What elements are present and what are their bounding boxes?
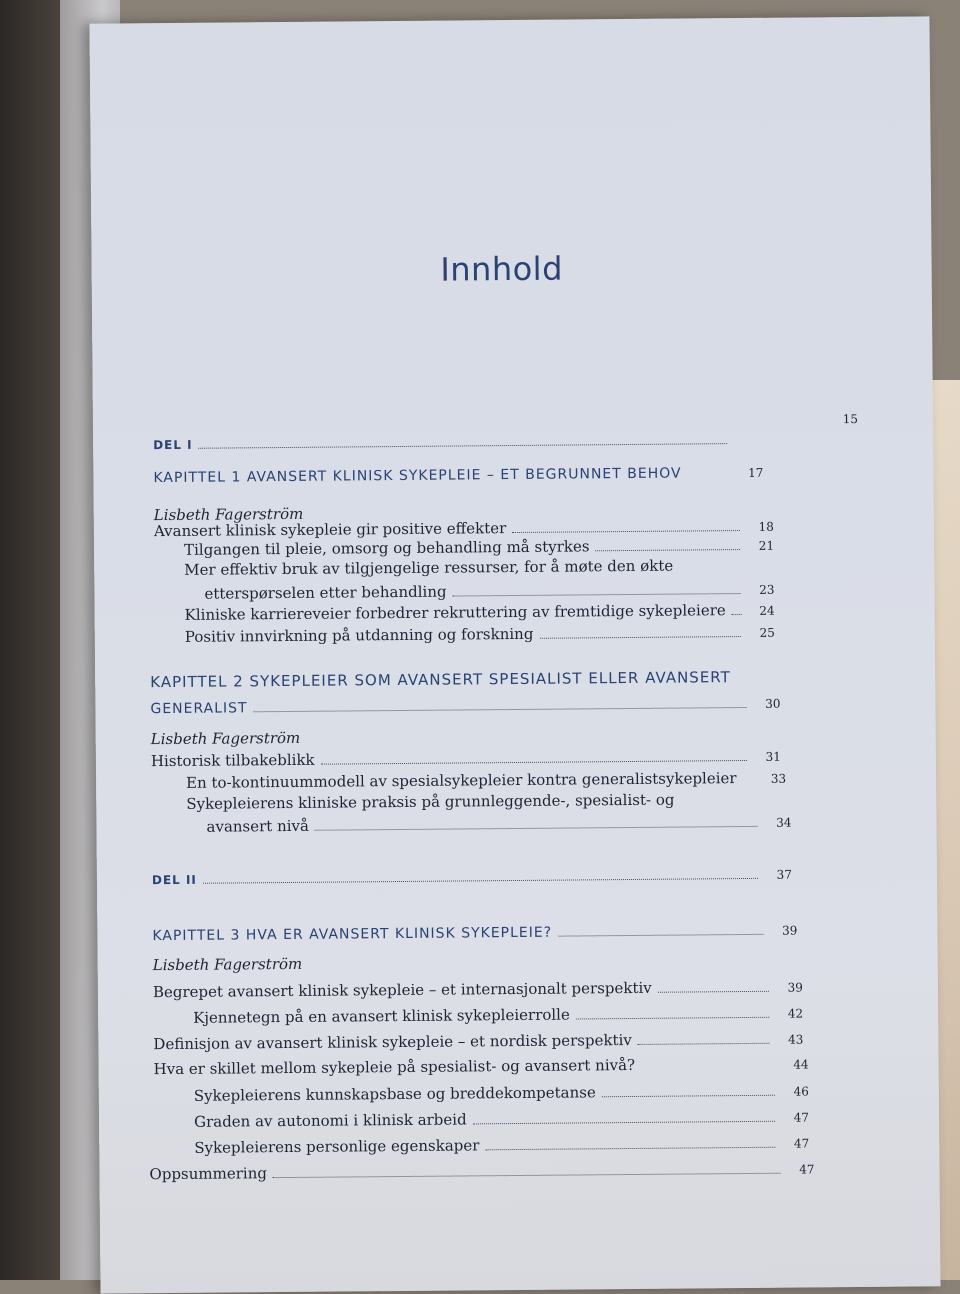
toc-entry-kapittel-1: KAPITTEL 1 AVANSERT KLINISK SYKEPLEIE – ET BEGRUNNET BEHOV 17: [153, 465, 764, 487]
toc-entry: En to-kontinuummodell av spesialsykepleier kontra generalistsykepleier 33: [186, 769, 787, 792]
toc-entry: Historisk tilbakeblikk 31: [150, 749, 781, 771]
toc-entry: Sykepleierens kunnskapsbase og breddekompetanse 46: [193, 1083, 809, 1105]
toc-entry: Oppsummering 47: [149, 1162, 815, 1184]
toc-author: Lisbeth Fagerström: [153, 504, 304, 525]
toc-author: Lisbeth Fagerström: [150, 728, 301, 749]
toc-entry: Tilgangen til pleie, omsorg og behandling må styrkes 21: [183, 537, 775, 559]
toc-entry: Begrepet avansert klinisk sykepleie – et internasjonalt perspektiv 39: [152, 978, 803, 1002]
toc-entry: Kliniske karriereveier forbedrer rekruttering av fremtidige sykepleiere 24: [184, 601, 775, 624]
toc-page-number-del-1: 15: [842, 411, 859, 427]
toc-entry: Graden av autonomi i klinisk arbeid 47: [193, 1110, 810, 1131]
toc-entry-kapittel-3: KAPITTEL 3 HVA ER AVANSERT KLINISK SYKEPLEIE? 39: [152, 923, 798, 945]
toc-entry: Avansert klinisk sykepleie gir positive effekter 18: [153, 519, 774, 541]
toc-entry: Definisjon av avansert klinisk sykepleie – et nordisk perspektiv 43: [153, 1030, 804, 1054]
toc-entry-line: Sykepleierens kliniske praksis på grunnleggende-, spesialist- og: [186, 790, 675, 813]
toc-entry: etterspørselen etter behandling 23: [204, 582, 775, 603]
page-title: Innhold: [440, 249, 564, 289]
toc-entry: Hva er skillet mellom sykepleie på spesialist- og avansert nivå? 44: [153, 1055, 809, 1079]
toc-entry-del-1: DEL I: [153, 433, 733, 453]
toc-entry: avansert nivå 34: [206, 815, 792, 836]
toc-author: Lisbeth Fagerström: [152, 954, 303, 975]
toc-entry-kapittel-2-cont: GENERALIST 30: [150, 696, 781, 718]
toc-entry: Positiv innvirkning på utdanning og forskning 25: [184, 624, 775, 646]
toc-entry: Kjennetegn på en avansert klinisk sykepleierrolle 42: [193, 1005, 804, 1027]
toc-entry-del-2: DEL II 37: [151, 867, 792, 888]
book-page: [89, 16, 940, 1293]
toc-entry-kapittel-2: KAPITTEL 2 SYKEPLEIER SOM AVANSERT SPESIALIST ELLER AVANSERT: [150, 668, 731, 692]
toc-entry: Sykepleierens personlige egenskaper 47: [194, 1136, 810, 1157]
toc-entry-line: Mer effektiv bruk av tilgjengelige ressurser, for å møte den økte: [184, 556, 674, 579]
